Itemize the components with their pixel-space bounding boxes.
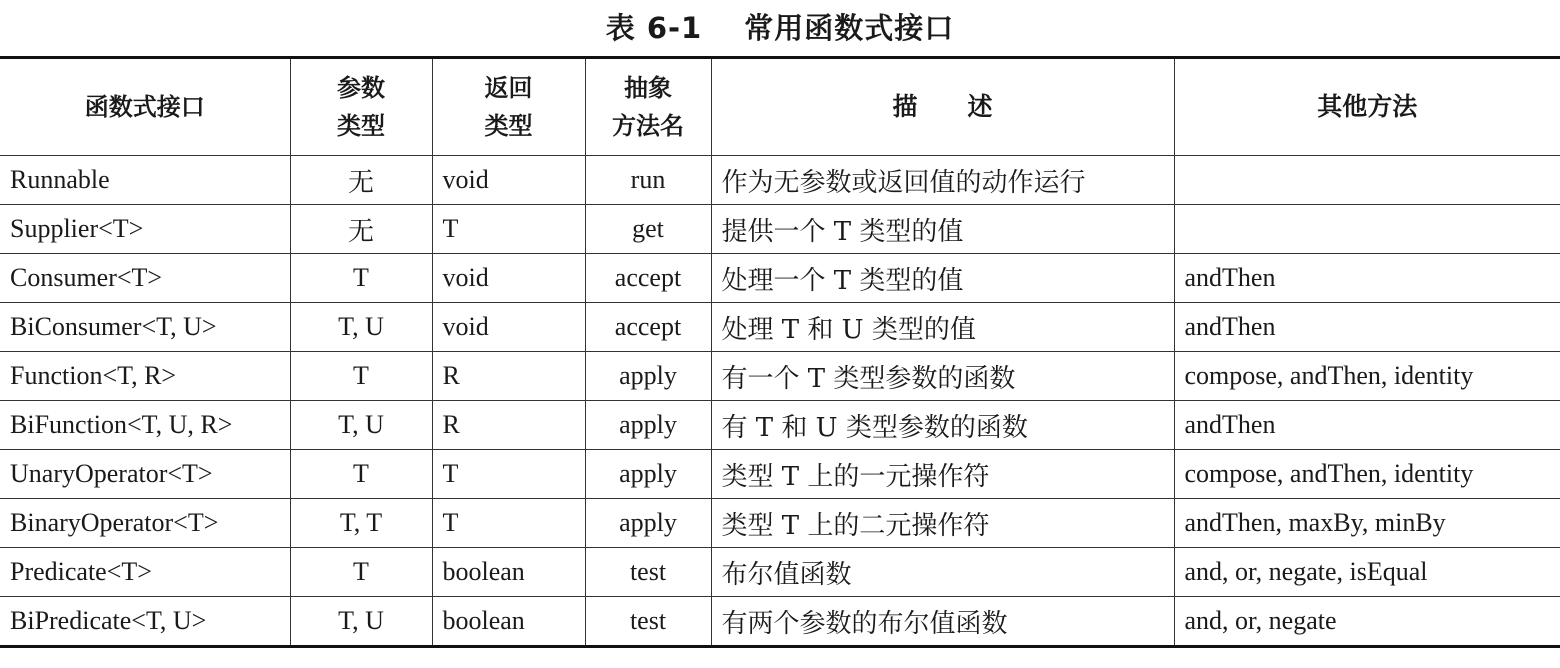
table-row [0,499,1560,548]
return-type-cell: boolean [432,548,585,597]
table-row [0,254,1560,303]
method-name-cell: test [585,597,711,647]
description-cell: 作为无参数或返回值的动作运行 [711,156,1174,205]
return-type-cell: R [432,401,585,450]
interface-cell: BiFunction<T, U, R> [0,401,290,450]
param-type-cell: T, T [290,499,432,548]
header-other-methods: 其他方法 [1174,58,1560,156]
return-type-cell: boolean [432,597,585,647]
description-cell: 处理一个 T 类型的值 [711,254,1174,303]
header-description: 描 述 [711,58,1174,156]
description-cell: 有一个 T 类型参数的函数 [711,352,1174,401]
method-name-cell: test [585,548,711,597]
description-cell: 有 T 和 U 类型参数的函数 [711,401,1174,450]
description-cell: 处理 T 和 U 类型的值 [711,303,1174,352]
param-type-cell: T, U [290,597,432,647]
param-type-cell: T [290,548,432,597]
table-row [0,352,1560,401]
return-type-cell: T [432,450,585,499]
method-name-cell: accept [585,254,711,303]
table-row [0,401,1560,450]
param-type-cell: 无 [290,205,432,254]
table-row [0,450,1560,499]
description-cell: 类型 T 上的一元操作符 [711,450,1174,499]
interface-cell: BiConsumer<T, U> [0,303,290,352]
header-return-type: 返回 类型 [432,58,585,156]
functional-interfaces-table [0,56,1560,648]
table-caption [0,4,1560,52]
header-abstract-method: 抽象 方法名 [585,58,711,156]
header-row [0,58,1560,156]
table-row [0,303,1560,352]
table-row [0,156,1560,205]
other-methods-cell: and, or, negate, isEqual [1174,548,1560,597]
other-methods-cell [1174,156,1560,205]
method-name-cell: get [585,205,711,254]
method-name-cell: apply [585,499,711,548]
other-methods-cell: andThen [1174,401,1560,450]
param-type-cell: T, U [290,303,432,352]
other-methods-cell: compose, andThen, identity [1174,450,1560,499]
interface-cell: BinaryOperator<T> [0,499,290,548]
interface-cell: Predicate<T> [0,548,290,597]
description-cell: 提供一个 T 类型的值 [711,205,1174,254]
table-row [0,205,1560,254]
table-row [0,597,1560,647]
table-number: 表 6-1 [605,11,703,45]
param-type-cell: T, U [290,401,432,450]
param-type-cell: T [290,450,432,499]
param-type-cell: T [290,352,432,401]
method-name-cell: run [585,156,711,205]
description-cell: 布尔值函数 [711,548,1174,597]
interface-cell: BiPredicate<T, U> [0,597,290,647]
other-methods-cell: and, or, negate [1174,597,1560,647]
return-type-cell: void [432,156,585,205]
param-type-cell: 无 [290,156,432,205]
method-name-cell: accept [585,303,711,352]
other-methods-cell: compose, andThen, identity [1174,352,1560,401]
other-methods-cell [1174,205,1560,254]
header-interface: 函数式接口 [0,58,290,156]
return-type-cell: T [432,205,585,254]
other-methods-cell: andThen [1174,254,1560,303]
method-name-cell: apply [585,401,711,450]
other-methods-cell: andThen [1174,303,1560,352]
interface-cell: Consumer<T> [0,254,290,303]
interface-cell: Runnable [0,156,290,205]
table-row [0,548,1560,597]
return-type-cell: T [432,499,585,548]
other-methods-cell: andThen, maxBy, minBy [1174,499,1560,548]
table-title: 常用函数式接口 [744,11,955,45]
method-name-cell: apply [585,450,711,499]
param-type-cell: T [290,254,432,303]
header-param-type: 参数 类型 [290,58,432,156]
interface-cell: Function<T, R> [0,352,290,401]
description-cell: 有两个参数的布尔值函数 [711,597,1174,647]
return-type-cell: void [432,254,585,303]
description-cell: 类型 T 上的二元操作符 [711,499,1174,548]
method-name-cell: apply [585,352,711,401]
return-type-cell: R [432,352,585,401]
interface-cell: UnaryOperator<T> [0,450,290,499]
return-type-cell: void [432,303,585,352]
interface-cell: Supplier<T> [0,205,290,254]
